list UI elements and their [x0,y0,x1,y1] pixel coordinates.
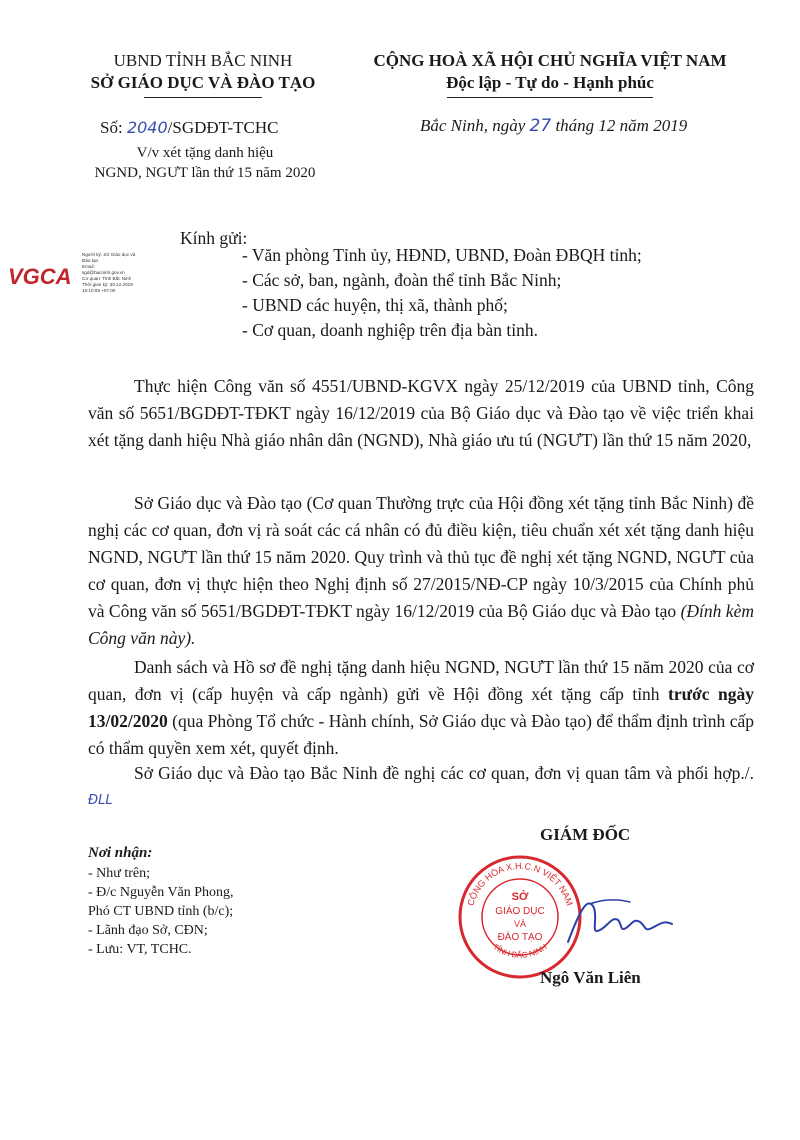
recipients-block [88,842,234,959]
recipient-item: - Lưu: VT, TCHC. [88,942,192,957]
signature-title: GIÁM ĐỐC [540,825,631,844]
vgca-logo [8,260,80,296]
nation-title: CỘNG HOÀ XÃ HỘI CHỦ NGHĨA VIỆT NAM [373,51,727,70]
addressees-label: Kính gửi: [180,228,248,248]
seal-center-line: GIÁO DỤC [495,906,545,917]
seal-center-line: SỞ [511,891,529,903]
subject-line-1: V/v xét tặng danh hiệu [136,145,274,161]
subject [70,143,340,183]
agency-name: SỞ GIÁO DỤC VÀ ĐÀO TẠO [90,73,316,92]
sig-line: Đào tạo [82,258,99,263]
recipient-item: - Đ/c Nguyễn Văn Phong, [88,885,234,900]
sig-line: Người ký: Sở Giáo dục và [82,252,136,257]
paragraph-1-text: Thực hiện Công văn số 4551/UBND-KGVX ngày 25/12/2019 của UBND tỉnh, Công văn số 5651/BGDĐT-TĐKT ngày 16/12/2019 của Bộ Giáo dục và Đào tạo về việc triển khai xét tặng danh hiệu Nhà giáo nhân dân (NGND), Nhà giáo ưu tú (NGƯT) lần thứ 15 năm 2020, [88,376,754,450]
date-day-handwritten: 27 [529,116,552,136]
addressee-item: - Cơ quan, doanh nghiệp trên địa bàn tỉnh. [242,320,538,340]
recipient-item: - Như trên; [88,866,151,881]
paragraph-3 [88,654,754,762]
seal-bottom-text: TỈNH BẮC NINH [491,942,549,960]
paragraph-3-deadline: trước ngày 13/02/2020 [88,684,754,731]
paragraph-4 [88,760,754,814]
agency-block [68,50,338,98]
recipient-item: Phó CT UBND tỉnh (b/c); [88,904,234,919]
paragraph-2-italic: (Đính kèm Công văn này). [88,601,754,648]
vgca-logo-text: VGCA [8,264,72,289]
recipient-item: - Lãnh đạo Sở, CĐN; [88,923,208,938]
sig-line: Cơ quan: Tỉnh Bắc Ninh [82,276,132,281]
doc-number-suffix: /SGDĐT-TCHC [167,118,279,137]
doc-number-prefix: Số: [100,118,123,137]
paragraph-3-text-b: (qua Phòng Tổ chức - Hành chính, Sở Giáo dục và Đào tạo) để thẩm định trình cấp có thẩm quyền xem xét, quyết định. [88,711,754,758]
doc-number [100,118,279,138]
paragraph-4-text: Sở Giáo dục và Đào tạo Bắc Ninh đề nghị các cơ quan, đơn vị quan tâm và phối hợp./. [134,763,754,783]
addressee-item: - Văn phòng Tỉnh ủy, HĐND, UBND, Đoàn ĐBQH tỉnh; [242,245,642,265]
digital-signature-details [82,252,135,294]
nation-block [340,50,760,98]
paragraph-1 [88,373,754,454]
seal-ring-text: CỘNG HÒA X.H.C.N VIỆT NAM [465,860,575,907]
date-line [420,116,687,136]
motto: Độc lập - Tự do - Hạnh phúc [446,73,654,92]
doc-number-handwritten: 2040 [126,118,168,137]
seal-center-line: VÀ [513,919,527,929]
agency-underline [144,97,262,98]
digital-signature [8,252,168,302]
sig-line: 15:10:09 +07:00 [82,288,116,293]
seal-center-line: ĐÀO TẠO [497,932,543,943]
handwritten-initials: ĐLL [88,793,113,808]
paragraph-3-text-a: Danh sách và Hồ sơ đề nghị tặng danh hiệu NGND, NGƯT lần thứ 15 năm 2020 của cơ quan, đơn vị (cấp huyện và cấp ngành) gửi về Hội đồng xét tặng cấp tỉnh [88,657,754,704]
date-suffix: tháng 12 năm 2019 [555,116,688,135]
handwritten-signature [560,890,680,950]
addressees-list [242,243,642,343]
paragraph-2 [88,490,754,652]
sig-line: Thời gian ký: 30.12.2019 [82,282,133,287]
recipients-label: Nơi nhận: [88,845,153,861]
addressee-item: - Các sở, ban, ngành, đoàn thể tỉnh Bắc Ninh; [242,270,562,290]
addressee-item: - UBND các huyện, thị xã, thành phố; [242,295,508,315]
signer-name: Ngô Văn Liên [540,968,641,987]
paragraph-2-text: Sở Giáo dục và Đào tạo (Cơ quan Thường trực của Hội đồng xét tặng tỉnh Bắc Ninh) đề nghị các cơ quan, đơn vị rà soát các cá nhân có đủ điều kiện, tiêu chuẩn xét xét tặng danh hiệu NGND, NGƯT lần thứ 15 năm 2020. Quy trình và thủ tục đề nghị xét tặng NGND, NGƯT của cơ quan, đơn vị thực hiện theo Nghị định số 27/2015/NĐ-CP ngày 10/3/2015 của Chính phủ và Công văn số 5651/BGDĐT-TĐKT ngày 16/12/2019 của Bộ Giáo dục và Đào tạo [88,493,754,621]
date-prefix: Bắc Ninh, ngày [420,116,526,135]
motto-underline [447,97,653,98]
agency-parent: UBND TỈNH BẮC NINH [113,51,293,70]
sig-line: Email: [82,264,95,269]
sig-line: sgd@bacninh.gov.vn [82,270,125,275]
subject-line-2: NGND, NGƯT lần thứ 15 năm 2020 [94,165,316,181]
